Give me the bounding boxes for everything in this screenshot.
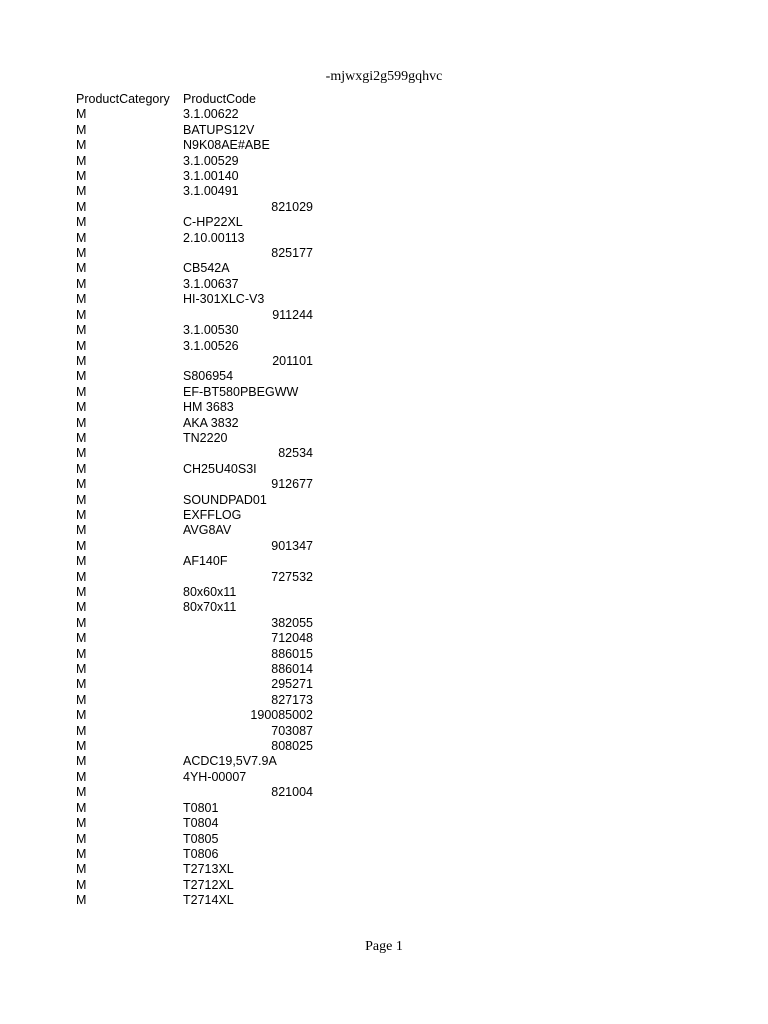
product-code-cell: 80x60x11 (183, 585, 237, 599)
product-category-cell: M (76, 107, 87, 122)
product-code-cell: 821029 (271, 199, 313, 214)
product-category-cell: M (76, 569, 87, 584)
table-row (76, 647, 313, 662)
product-category-cell: M (76, 122, 87, 137)
product-code-cell: CH25U40S3I (183, 461, 257, 476)
page-number: Page 1 (365, 939, 403, 954)
table-row (76, 154, 313, 169)
table-row (76, 600, 313, 615)
product-code-cell: CB542A (183, 261, 230, 276)
product-category-cell: M (76, 184, 87, 199)
product-code-cell: 808025 (271, 739, 313, 754)
product-code-cell: T0804 (183, 816, 219, 831)
product-category-cell: M (76, 692, 87, 707)
product-code-cell: 703087 (271, 723, 313, 738)
product-code-cell: 821004 (271, 785, 313, 800)
table-row (76, 231, 313, 246)
table-row (76, 431, 313, 446)
product-code-cell: 3.1.00530 (183, 323, 239, 338)
table-row (76, 816, 313, 831)
table-row (76, 123, 313, 138)
product-category-cell: M (76, 600, 87, 615)
product-code-cell: TN2220 (183, 430, 228, 445)
table-row (76, 770, 313, 785)
product-code-cell: 911244 (272, 307, 313, 322)
product-code-cell: N9K08AE#ABE (183, 138, 270, 153)
table-row (76, 462, 313, 477)
product-category-cell: M (76, 307, 87, 322)
product-category-cell: M (76, 846, 87, 861)
product-code-cell: 295271 (271, 677, 313, 692)
product-code-cell: 3.1.00637 (183, 276, 239, 291)
product-code-cell: T2714XL (183, 893, 234, 908)
product-code-cell: 3.1.00140 (183, 169, 239, 184)
table-header-row (76, 92, 313, 107)
table-body (76, 107, 313, 908)
product-code-cell: 886014 (271, 662, 313, 677)
table-row (76, 724, 313, 739)
product-category-cell: M (76, 292, 87, 307)
table-row (76, 539, 313, 554)
product-category-cell: M (76, 615, 87, 630)
product-category-cell: M (76, 631, 87, 646)
table-row (76, 292, 313, 307)
table-row (76, 801, 313, 816)
product-table (76, 92, 313, 909)
product-code-cell: AKA 3832 (183, 415, 239, 430)
product-code-cell: 912677 (271, 477, 313, 492)
product-category-cell: M (76, 400, 87, 415)
product-category-cell: M (76, 677, 87, 692)
product-category-cell: M (76, 585, 87, 599)
table-row (76, 585, 313, 600)
product-category-cell: M (76, 138, 87, 153)
product-category-cell: M (76, 461, 87, 476)
table-row (76, 477, 313, 492)
table-row (76, 662, 313, 677)
product-code-cell: 727532 (271, 569, 313, 584)
product-code-cell: AVG8AV (183, 523, 232, 538)
product-category-cell: M (76, 769, 87, 784)
product-code-cell: C-HP22XL (183, 215, 243, 230)
product-code-cell: 2.10.00113 (183, 230, 245, 245)
product-category-cell: M (76, 754, 87, 769)
product-category-cell: M (76, 446, 87, 461)
product-code-cell: 82534 (278, 446, 313, 461)
product-code-cell: HM 3683 (183, 400, 234, 415)
product-category-cell: M (76, 323, 87, 338)
product-code-cell: 80x70x11 (183, 600, 237, 615)
table-row (76, 893, 313, 908)
product-code-cell: T2713XL (183, 862, 234, 877)
table-row (76, 323, 313, 338)
product-category-cell: M (76, 877, 87, 892)
product-code-cell: 3.1.00491 (183, 184, 239, 199)
product-category-cell: M (76, 646, 87, 661)
product-code-cell: 3.1.00622 (183, 107, 239, 122)
product-code-cell: HI-301XLC-V3 (183, 292, 265, 307)
product-category-cell: M (76, 430, 87, 445)
table-row (76, 369, 313, 384)
product-category-cell: M (76, 230, 87, 245)
product-code-cell: 4YH-00007 (183, 769, 247, 784)
product-category-cell: M (76, 215, 87, 230)
product-category-cell: M (76, 723, 87, 738)
product-category-cell: M (76, 554, 87, 569)
product-category-cell: M (76, 739, 87, 754)
column-header-product-code: ProductCode (183, 92, 256, 106)
table-row (76, 523, 313, 538)
table-row (76, 493, 313, 508)
table-row (76, 277, 313, 292)
table-row (76, 739, 313, 754)
table-row (76, 616, 313, 631)
product-category-cell: M (76, 785, 87, 800)
page-title: -mjwxgi2g599gqhvc (325, 69, 443, 84)
table-row (76, 832, 313, 847)
table-row (76, 339, 313, 354)
table-row (76, 261, 313, 276)
product-category-cell: M (76, 492, 87, 507)
product-category-cell: M (76, 893, 87, 908)
column-header-product-category: ProductCategory (76, 92, 170, 106)
product-code-cell: 3.1.00526 (183, 338, 239, 353)
table-row (76, 446, 313, 461)
product-category-cell: M (76, 708, 87, 723)
product-code-cell: 712048 (271, 631, 313, 646)
product-category-cell: M (76, 199, 87, 214)
product-category-cell: M (76, 415, 87, 430)
product-category-cell: M (76, 831, 87, 846)
table-row (76, 246, 313, 261)
product-category-cell: M (76, 261, 87, 276)
product-category-cell: M (76, 353, 87, 368)
product-code-cell: 901347 (271, 538, 313, 553)
product-code-cell: T2712XL (183, 877, 234, 892)
table-row (76, 385, 313, 400)
table-row (76, 400, 313, 415)
product-code-cell: AF140F (183, 554, 228, 569)
product-code-cell: EXFFLOG (183, 507, 242, 522)
product-category-cell: M (76, 862, 87, 877)
table-row (76, 308, 313, 323)
product-code-cell: T0805 (183, 831, 219, 846)
product-category-cell: M (76, 507, 87, 522)
table-row (76, 878, 313, 893)
product-category-cell: M (76, 662, 87, 677)
table-row (76, 785, 313, 800)
table-row (76, 508, 313, 523)
product-code-cell: T0806 (183, 846, 219, 861)
product-code-cell: 201101 (272, 353, 313, 368)
table-row (76, 554, 313, 569)
table-row (76, 677, 313, 692)
table-row (76, 708, 313, 723)
product-category-cell: M (76, 800, 87, 815)
product-code-cell: 827173 (271, 692, 313, 707)
table-row (76, 215, 313, 230)
product-code-cell: S806954 (183, 369, 234, 384)
product-category-cell: M (76, 369, 87, 384)
table-row (76, 862, 313, 877)
table-row (76, 754, 313, 769)
product-code-cell: 825177 (271, 246, 313, 261)
product-category-cell: M (76, 153, 87, 168)
product-category-cell: M (76, 276, 87, 291)
product-code-cell: T0801 (183, 800, 219, 815)
product-code-cell: 382055 (271, 615, 313, 630)
product-code-cell: 3.1.00529 (183, 153, 239, 168)
table-row (76, 693, 313, 708)
table-row (76, 138, 313, 153)
product-category-cell: M (76, 384, 87, 399)
product-category-cell: M (76, 523, 87, 538)
product-category-cell: M (76, 338, 87, 353)
product-category-cell: M (76, 169, 87, 184)
product-category-cell: M (76, 246, 87, 261)
table-row (76, 416, 313, 431)
product-category-cell: M (76, 538, 87, 553)
product-code-cell: SOUNDPAD01 (183, 492, 267, 507)
table-row (76, 631, 313, 646)
table-row (76, 847, 313, 862)
table-row (76, 354, 313, 369)
table-row (76, 184, 313, 199)
product-code-cell: BATUPS12V (183, 122, 255, 137)
product-code-cell: 190085002 (250, 708, 313, 723)
product-code-cell: ACDC19,5V7.9A (183, 754, 277, 769)
table-row (76, 107, 313, 122)
table-row (76, 169, 313, 184)
table-row (76, 570, 313, 585)
product-category-cell: M (76, 477, 87, 492)
product-code-cell: 886015 (271, 646, 313, 661)
table-row (76, 200, 313, 215)
product-code-cell: EF-BT580PBEGWW (183, 384, 299, 399)
product-category-cell: M (76, 816, 87, 831)
